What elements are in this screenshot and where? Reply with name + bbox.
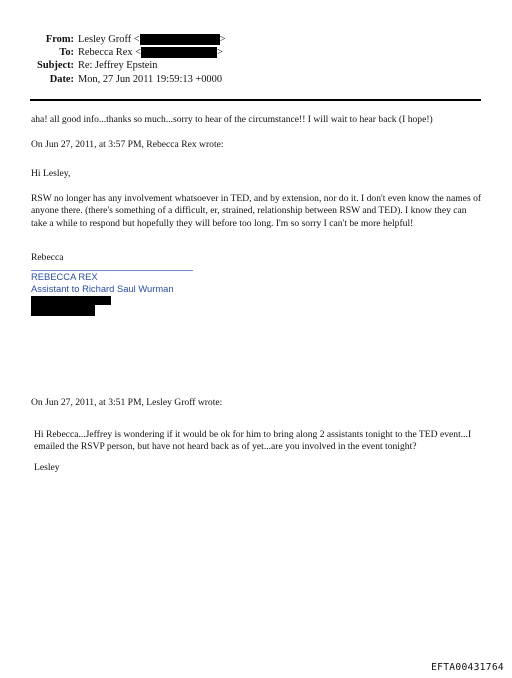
document-id: EFTA00431764 [431, 662, 504, 673]
quote1-signoff: Rebecca [31, 252, 64, 263]
signature-name: REBECCA REX [31, 271, 98, 282]
quote1-header: On Jun 27, 2011, at 3:57 PM, Rebecca Rex wrote: [31, 139, 224, 150]
to-tail: > [216, 47, 223, 58]
reply-text: aha! all good info...thanks so much...sorry to hear of the circumstance!! I will wait to hear back (I hope!) [31, 114, 433, 125]
from-label: From: [45, 34, 74, 45]
to-value: Rebecca Rex < [78, 47, 141, 58]
redaction-box [140, 34, 220, 45]
date-value: Mon, 27 Jun 2011 19:59:13 +0000 [78, 74, 223, 85]
quote1-body: RSW no longer has any involvement whatsoever in TED, and by extension, nor do it. I don't even know the names of anyone there. (there's something of a difficult, er, strained, relationship between RSW and TED). I know they can take a while to respond but hopefully they will before too long. I'm so sorry I can't be more helpful! [31, 193, 482, 229]
from-tail: > [219, 34, 226, 45]
quote2-signoff: Lesley [34, 462, 60, 473]
subject-value: Re: Jeffrey Epstein [78, 60, 158, 71]
from-value: Lesley Groff < [78, 34, 140, 45]
quote2-header: On Jun 27, 2011, at 3:51 PM, Lesley Groff wrote: [31, 397, 223, 408]
redaction-box [141, 47, 217, 58]
signature-title: Assistant to Richard Saul Wurman [31, 283, 174, 294]
to-label: To: [59, 47, 74, 58]
subject-label: Subject: [37, 60, 74, 71]
date-label: Date: [49, 74, 74, 85]
header-divider [30, 99, 481, 101]
quote2-body: Hi Rebecca...Jeffrey is wondering if it would be ok for him to bring along 2 assistants tonight to the TED event...I emailed the RSVP person, but have not heard back as of yet...are you involved in the event tonight? [34, 429, 472, 453]
redaction-box [31, 304, 95, 316]
quote1-greeting: Hi Lesley, [31, 168, 71, 179]
